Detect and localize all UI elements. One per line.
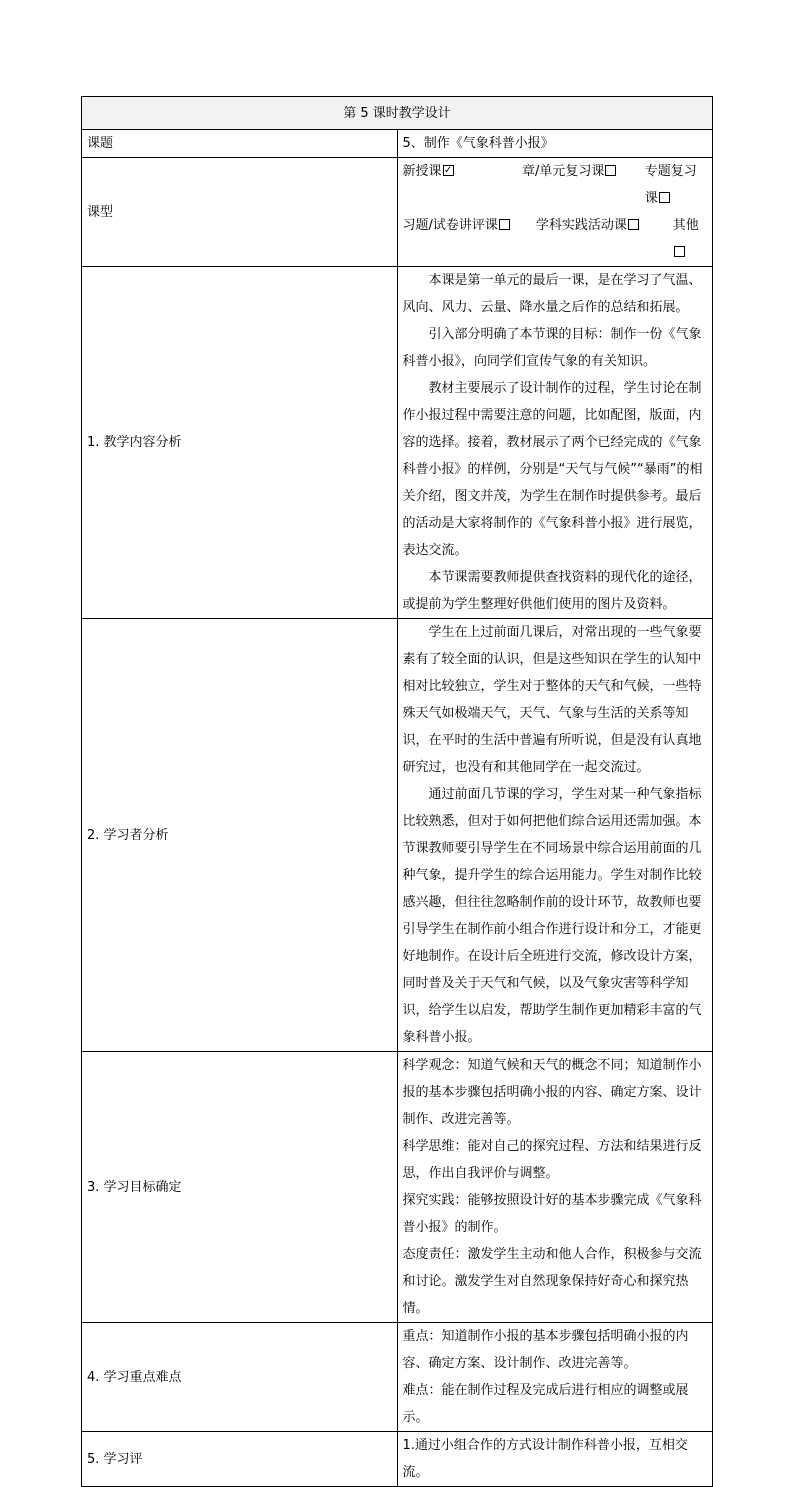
learner-analysis-body: [397, 619, 713, 1052]
option-label: 其他: [672, 218, 699, 233]
key-point-item: 重点：知道制作小报的基本步骤包括明确小报的内容、确定方案、设计制作、改进完善等。: [402, 1329, 689, 1371]
option-label: 专题复习课: [644, 164, 697, 206]
content-analysis-label: 1. 教学内容分析: [82, 267, 398, 619]
evaluation-label: 5. 学习评: [82, 1432, 398, 1487]
objectives-row: [82, 1052, 713, 1323]
option-topic-review[interactable]: [645, 158, 707, 212]
key-points-label: 4. 学习重点难点: [82, 1323, 398, 1432]
objectives-label: 3. 学习目标确定: [82, 1052, 398, 1323]
paragraph: 本节课需要教师提供查找资料的现代化的途径，或提前为学生整理好供他们使用的图片及资料。: [402, 570, 702, 612]
content-analysis-row: [82, 267, 713, 619]
evaluation-body: [397, 1432, 713, 1487]
key-points-body: [397, 1323, 713, 1432]
objective-item: 态度责任：激发学生主动和他人合作，积极参与交流和讨论。激发学生对自然现象保持好奇心和探究热情。: [402, 1247, 702, 1316]
option-unit-review[interactable]: [522, 158, 645, 212]
key-points-row: [82, 1323, 713, 1432]
checkbox-icon[interactable]: [628, 219, 639, 230]
lesson-plan-table: [81, 96, 713, 1487]
learner-analysis-row: [82, 619, 713, 1052]
option-exercise-review[interactable]: [403, 212, 536, 266]
paragraph: 通过前面几节课的学习，学生对某一种气象指标比较熟悉，但对于如何把他们综合运用还需加强。本节课教师要引导学生在不同场景中综合运用前面的几种气象，提升学生的综合运用能力。学生对制作比较感兴趣，但往往忽略制作前的设计环节，故教师也要引导学生在制作前小组合作进行设计和分工，才能更好地制作。在设计后全班进行交流，修改设计方案，同时普及关于天气和气候，以及气象灾害等科学知识，给学生以启发，帮助学生制作更加精彩丰富的气象科普小报。: [402, 787, 702, 1045]
objective-item: 科学观念：知道气候和天气的概念不同；知道制作小报的基本步骤包括明确小报的内容、确定方案、设计制作、改进完善等。: [402, 1058, 702, 1127]
paragraph: 本课是第一单元的最后一课，是在学习了气温、风向、风力、云量、降水量之后作的总结和拓展。: [402, 273, 702, 315]
lesson-type-label: 课型: [82, 158, 398, 267]
key-point-item: 难点：能在制作过程及完成后进行相应的调整或展示。: [402, 1383, 689, 1425]
evaluation-row: [82, 1432, 713, 1487]
option-label: 学科实践活动课: [535, 218, 627, 233]
option-label: 习题/试卷讲评课: [402, 218, 498, 233]
lesson-type-row: [82, 158, 713, 267]
option-new-lesson[interactable]: [403, 158, 523, 212]
topic-row: [82, 130, 713, 158]
evaluation-item: 1.通过小组合作的方式设计制作科普小报，互相交流。: [402, 1438, 688, 1480]
paragraph: 引入部分明确了本节课的目标：制作一份《气象科普小报》，向同学们宣传气象的有关知识。: [402, 327, 702, 369]
objective-item: 科学思维：能对自己的探究过程、方法和结果进行反思，作出自我评价与调整。: [402, 1139, 702, 1181]
checkbox-icon[interactable]: [659, 192, 670, 203]
checkbox-checked-icon[interactable]: ✓: [443, 165, 453, 176]
option-practice-activity[interactable]: [536, 212, 673, 266]
lesson-type-options: [397, 158, 713, 267]
title-row: [82, 97, 713, 130]
document-title: 第 5 课时教学设计: [82, 97, 713, 130]
checkbox-icon[interactable]: [605, 165, 616, 176]
topic-value: 5、制作《气象科普小报》: [397, 130, 713, 158]
topic-label: 课题: [82, 130, 398, 158]
paragraph: 学生在上过前面几课后，对常出现的一些气象要素有了较全面的认识，但是这些知识在学生的认知中相对比较独立，学生对于整体的天气和气候，一些特殊天气如极端天气，天气、气象与生活的关系等知识，在平时的生活中普遍有所听说，但是没有认真地研究过，也没有和其他同学在一起交流过。: [402, 625, 702, 775]
objective-item: 探究实践：能够按照设计好的基本步骤完成《气象科普小报》的制作。: [402, 1193, 702, 1235]
option-label: 章/单元复习课: [522, 164, 605, 179]
checkbox-icon[interactable]: [674, 246, 685, 257]
paragraph: 教材主要展示了设计制作的过程，学生讨论在制作小报过程中需要注意的问题，比如配图，版面，内容的选择。接着，教材展示了两个已经完成的《气象科普小报》的样例，分别是“天气与气候”“暴雨”的相关介绍，图文并茂，为学生在制作时提供参考。最后的活动是大家将制作的《气象科普小报》进行展览，表达交流。: [402, 381, 703, 558]
learner-analysis-label: 2. 学习者分析: [82, 619, 398, 1052]
option-label: 新授课: [402, 164, 442, 179]
content-analysis-body: [397, 267, 713, 619]
option-other[interactable]: [673, 212, 707, 266]
checkbox-icon[interactable]: [499, 219, 510, 230]
objectives-body: [397, 1052, 713, 1323]
